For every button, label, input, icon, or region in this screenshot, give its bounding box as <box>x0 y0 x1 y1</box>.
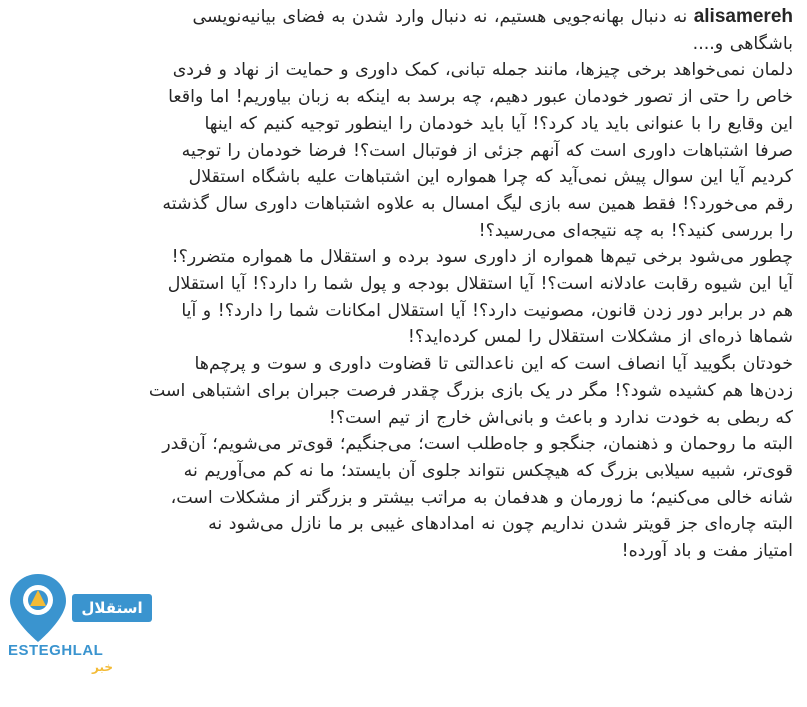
caption-line: رقم می‌خورد؟! فقط همین سه بازی لیگ امسال به علاوه اشتباهات داوری سال گذشته <box>162 193 793 214</box>
location-pin-logo-icon <box>6 572 70 644</box>
caption-line: آیا این شیوه رقابت عادلانه است؟! آیا استقلال بودجه و پول شما را دارد؟! آیا استقلال <box>167 274 793 295</box>
caption-line: شماها ذره‌ای از مشکلات استقلال را لمس کرده‌اید؟! <box>407 327 793 348</box>
username[interactable]: alisamereh <box>693 6 793 27</box>
caption-line: البته ما روحمان و ذهنمان، جنگجو و جاه‌طلب است؛ می‌جنگیم؛ قوی‌تر می‌شویم؛ آن‌قدر <box>162 434 793 455</box>
watermark-logo <box>6 572 156 692</box>
caption-line: صرفا اشتباهات داوری است که آنهم جزئی از فوتبال است؟! فرضا خودمان را توجیه <box>181 140 793 161</box>
post-caption <box>8 4 793 565</box>
caption-line: خودتان بگویید آیا انصاف است که این ناعدالتی تا قضاوت داوری و سوت و پرچم‌ها <box>194 354 793 375</box>
caption-line: زدن‌ها هم کشیده شود؟! مگر در یک بازی بزرگ چقدر فرصت جبران برای اشتباهی است <box>148 380 793 401</box>
caption-line: را بررسی کنید؟! به چه نتیجه‌ای می‌رسید؟! <box>478 220 793 241</box>
caption-line: چطور می‌شود برخی تیم‌ها همواره از داوری سود برده و استقلال ما همواره متضرر؟! <box>171 247 793 268</box>
watermark-text-fa: استقلال <box>72 594 152 622</box>
caption-text: نه دنبال بهانه‌جویی هستیم، نه دنبال وارد شدن به فضای بیانیه‌نویسی <box>192 7 688 27</box>
caption-line: که ربطی به خودت ندارد و باعث و بانی‌اش خارج از تیم است؟! <box>328 407 793 428</box>
caption-line: باشگاهی و.... <box>692 33 793 54</box>
caption-line: امتیاز مفت و باد آورده! <box>621 541 793 562</box>
caption-line: البته چاره‌ای جز قویتر شدن نداریم چون نه امدادهای غیبی بر ما نازل می‌شود نه <box>208 514 793 535</box>
caption-line: قوی‌تر، شبیه سیلابی بزرگ که هیچکس نتواند جلوی آن بایستد؛ ما نه کم می‌آوریم نه <box>183 460 793 481</box>
caption-line: کردیم آیا این سوال پیش نمی‌آید که چرا همواره این اشتباهات علیه باشگاه استقلال <box>188 167 793 188</box>
caption-line: این وقایع را با عنوانی باید یاد کرد؟! آیا باید خودمان را اینطور توجیه کنیم که اینها <box>204 113 793 134</box>
caption-line-1 <box>8 4 793 31</box>
caption-line: خاص را حتی از تصور خودمان عبور دهیم، چه برسد به اینکه به زبان بیاوریم! اما واقعا <box>168 87 793 108</box>
caption-line: دلمان نمی‌خواهد برخی چیزها، مانند جمله تبانی، کمک داوری و حمایت از نهاد و فردی <box>172 60 793 81</box>
caption-line: شانه خالی می‌کنیم؛ ما زورمان و هدفمان به مراتب بیشتر و بزرگتر از مشکلات است، <box>170 487 793 508</box>
watermark-text-en: ESTEGHLAL <box>8 642 104 659</box>
caption-line: هم در برابر دور زدن قانون، مصونیت دارد؟! آیا استقلال امکانات شما را دارد؟! و آیا <box>181 300 793 321</box>
watermark-text-fa-small: خبر <box>92 660 114 674</box>
